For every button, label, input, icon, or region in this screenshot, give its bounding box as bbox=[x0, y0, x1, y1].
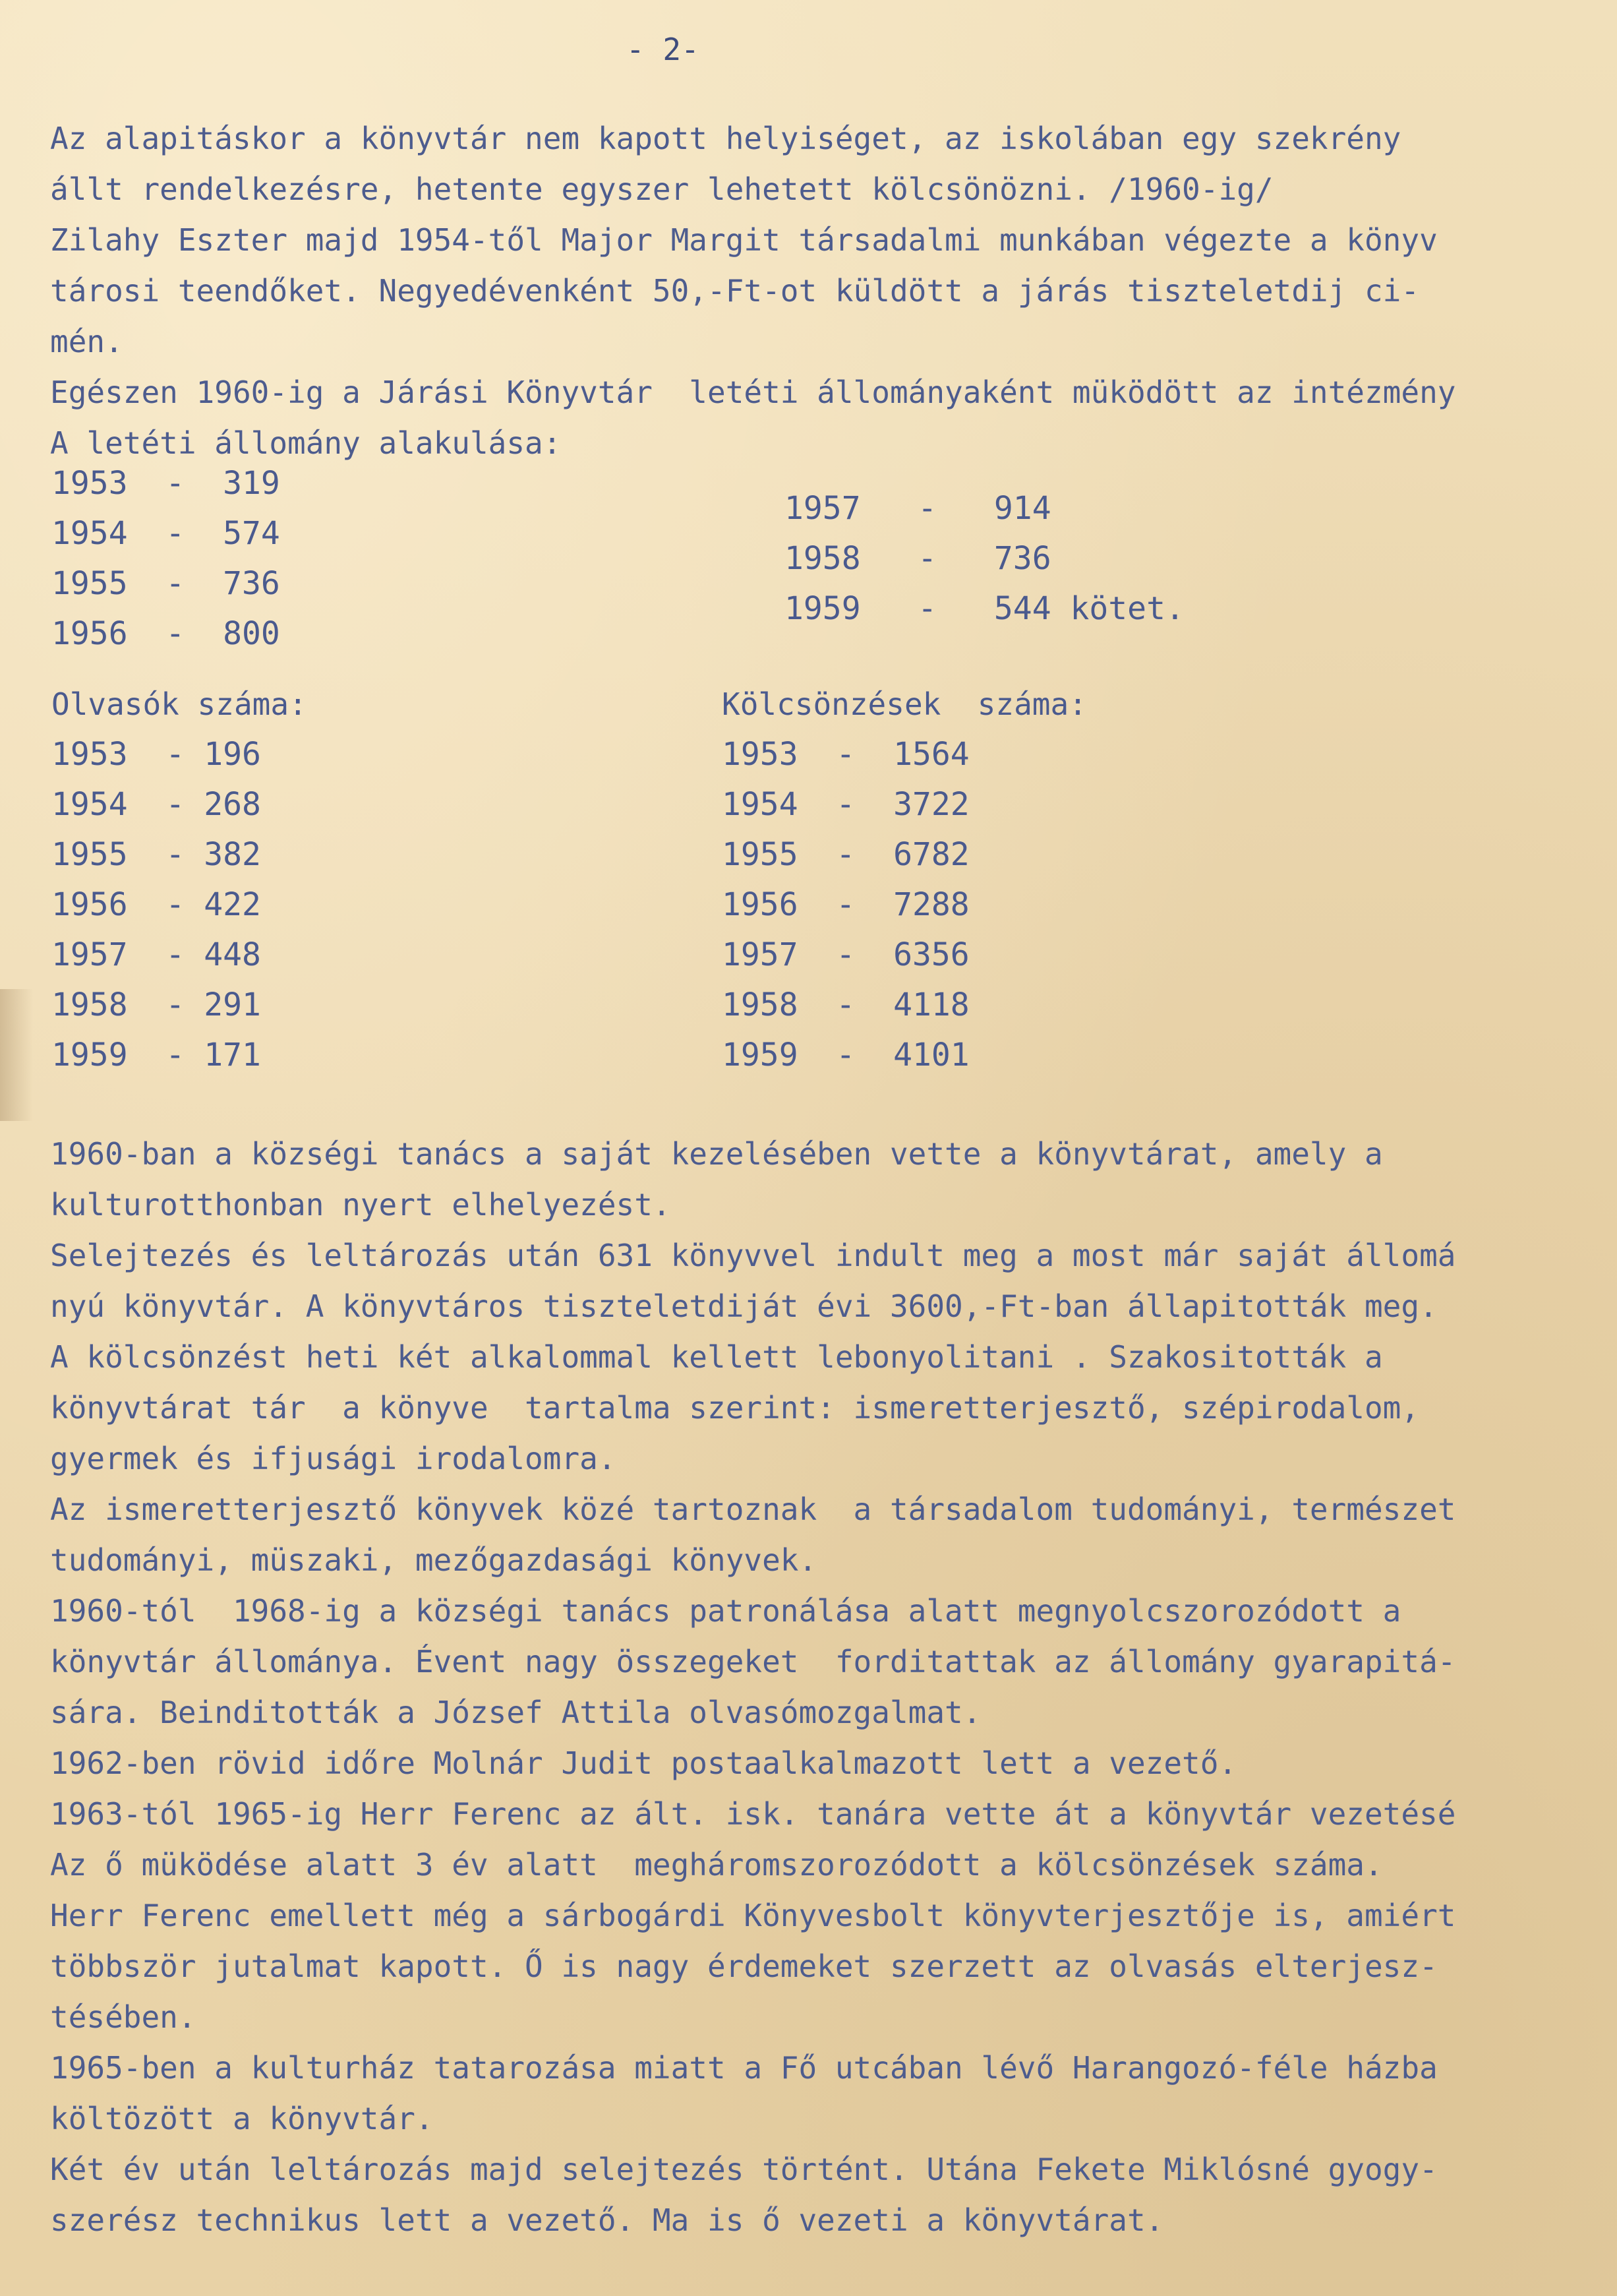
deposit-list-left bbox=[51, 458, 280, 659]
loans-header: Kölcsönzések száma: bbox=[722, 686, 1087, 722]
readers-table bbox=[51, 679, 307, 1080]
loans-table bbox=[722, 679, 1087, 1080]
text-line: Zilahy Eszter majd 1954-től Major Margit társadalmi munkában végezte a könyv bbox=[50, 222, 1438, 258]
text-line: könyvtárat tár a könyve tartalma szerint: ismeretterjesztő, szépirodalom, bbox=[50, 1390, 1420, 1426]
text-line: tudományi, müszaki, mezőgazdasági könyvek. bbox=[50, 1542, 817, 1578]
text-line: Az ő müködése alatt 3 év alatt megháromszorozódott a kölcsönzések száma. bbox=[50, 1847, 1383, 1883]
readers-row: 1955 - 382 bbox=[51, 836, 261, 873]
text-line: Selejtezés és leltározás után 631 könyvvel indult meg a most már saját állomá bbox=[50, 1238, 1456, 1273]
text-line: állt rendelkezésre, hetente egyszer lehetett kölcsönözni. /1960-ig/ bbox=[50, 171, 1274, 207]
text-line: 1960-ban a községi tanács a saját kezelésében vette a könyvtárat, amely a bbox=[50, 1136, 1383, 1172]
deposit-row: 1959 - 544 kötet. bbox=[784, 590, 1185, 627]
intro-paragraph bbox=[50, 113, 1606, 469]
loans-row: 1953 - 1564 bbox=[722, 736, 970, 773]
readers-header: Olvasók száma: bbox=[51, 686, 307, 722]
deposit-row: 1956 - 800 bbox=[51, 615, 280, 652]
readers-row: 1956 - 422 bbox=[51, 886, 261, 923]
text-line: Két év után leltározás majd selejtezés történt. Utána Fekete Miklósné gyogy- bbox=[50, 2152, 1438, 2187]
text-line: tésében. bbox=[50, 1999, 196, 2035]
text-line: sára. Beinditották a József Attila olvasómozgalmat. bbox=[50, 1695, 982, 1730]
paper-edge-stain bbox=[0, 989, 33, 1121]
text-line: 1962-ben rövid időre Molnár Judit postaalkalmazott lett a vezető. bbox=[50, 1745, 1237, 1781]
text-line: többször jutalmat kapott. Ő is nagy érdemeket szerzett az olvasás elterjesz- bbox=[50, 1949, 1438, 1984]
loans-row: 1956 - 7288 bbox=[722, 886, 970, 923]
loans-row: 1958 - 4118 bbox=[722, 986, 970, 1023]
text-line: A letéti állomány alakulása: bbox=[50, 425, 562, 461]
deposit-row: 1953 - 319 bbox=[51, 465, 280, 502]
readers-row: 1957 - 448 bbox=[51, 936, 261, 973]
page-number: - 2- bbox=[626, 32, 699, 67]
text-line: Az alapitáskor a könyvtár nem kapott helyiséget, az iskolában egy szekrény bbox=[50, 121, 1401, 156]
text-line: 1965-ben a kulturház tatarozása miatt a Fő utcában lévő Harangozó-féle házba bbox=[50, 2050, 1438, 2086]
loans-row: 1955 - 6782 bbox=[722, 836, 970, 873]
text-line: könyvtár állománya. Évent nagy összegeket forditattak az állomány gyarapitá- bbox=[50, 1644, 1456, 1679]
readers-row: 1954 - 268 bbox=[51, 786, 261, 823]
readers-row: 1959 - 171 bbox=[51, 1037, 261, 1073]
deposit-row: 1954 - 574 bbox=[51, 515, 280, 552]
deposit-row: 1955 - 736 bbox=[51, 565, 280, 602]
text-line: 1960-tól 1968-ig a községi tanács patronálása alatt megnyolcszorozódott a bbox=[50, 1593, 1401, 1629]
text-line: gyermek és ifjusági irodalomra. bbox=[50, 1441, 616, 1476]
text-line: 1963-tól 1965-ig Herr Ferenc az ált. isk. tanára vette át a könyvtár vezetésé bbox=[50, 1796, 1456, 1832]
deposit-row: 1958 - 736 bbox=[784, 540, 1051, 577]
text-line: kulturotthonban nyert elhelyezést. bbox=[50, 1187, 671, 1223]
text-line: költözött a könyvtár. bbox=[50, 2101, 434, 2136]
body-paragraphs bbox=[50, 1129, 1606, 2246]
text-line: Az ismeretterjesztő könyvek közé tartoznak a társadalom tudományi, természet bbox=[50, 1492, 1456, 1527]
readers-row: 1953 - 196 bbox=[51, 736, 261, 773]
text-line: Egészen 1960-ig a Járási Könyvtár letéti állományaként müködött az intézmény bbox=[50, 375, 1456, 410]
text-line: szerész technikus lett a vezető. Ma is ő vezeti a könyvtárat. bbox=[50, 2202, 1164, 2238]
loans-row: 1957 - 6356 bbox=[722, 936, 970, 973]
deposit-row: 1957 - 914 bbox=[784, 490, 1051, 527]
text-line: A kölcsönzést heti két alkalommal kellett lebonyolitani . Szakositották a bbox=[50, 1339, 1383, 1375]
deposit-list-right bbox=[784, 483, 1185, 634]
loans-row: 1959 - 4101 bbox=[722, 1037, 970, 1073]
readers-row: 1958 - 291 bbox=[51, 986, 261, 1023]
text-line: tárosi teendőket. Negyedévenként 50,-Ft-ot küldött a járás tiszteletdij ci- bbox=[50, 273, 1420, 309]
text-line: nyú könyvtár. A könyvtáros tiszteletdiját évi 3600,-Ft-ban állapitották meg. bbox=[50, 1288, 1438, 1324]
text-line: mén. bbox=[50, 324, 123, 359]
loans-row: 1954 - 3722 bbox=[722, 786, 970, 823]
text-line: Herr Ferenc emellett még a sárbogárdi Könyvesbolt könyvterjesztője is, amiért bbox=[50, 1898, 1456, 1933]
